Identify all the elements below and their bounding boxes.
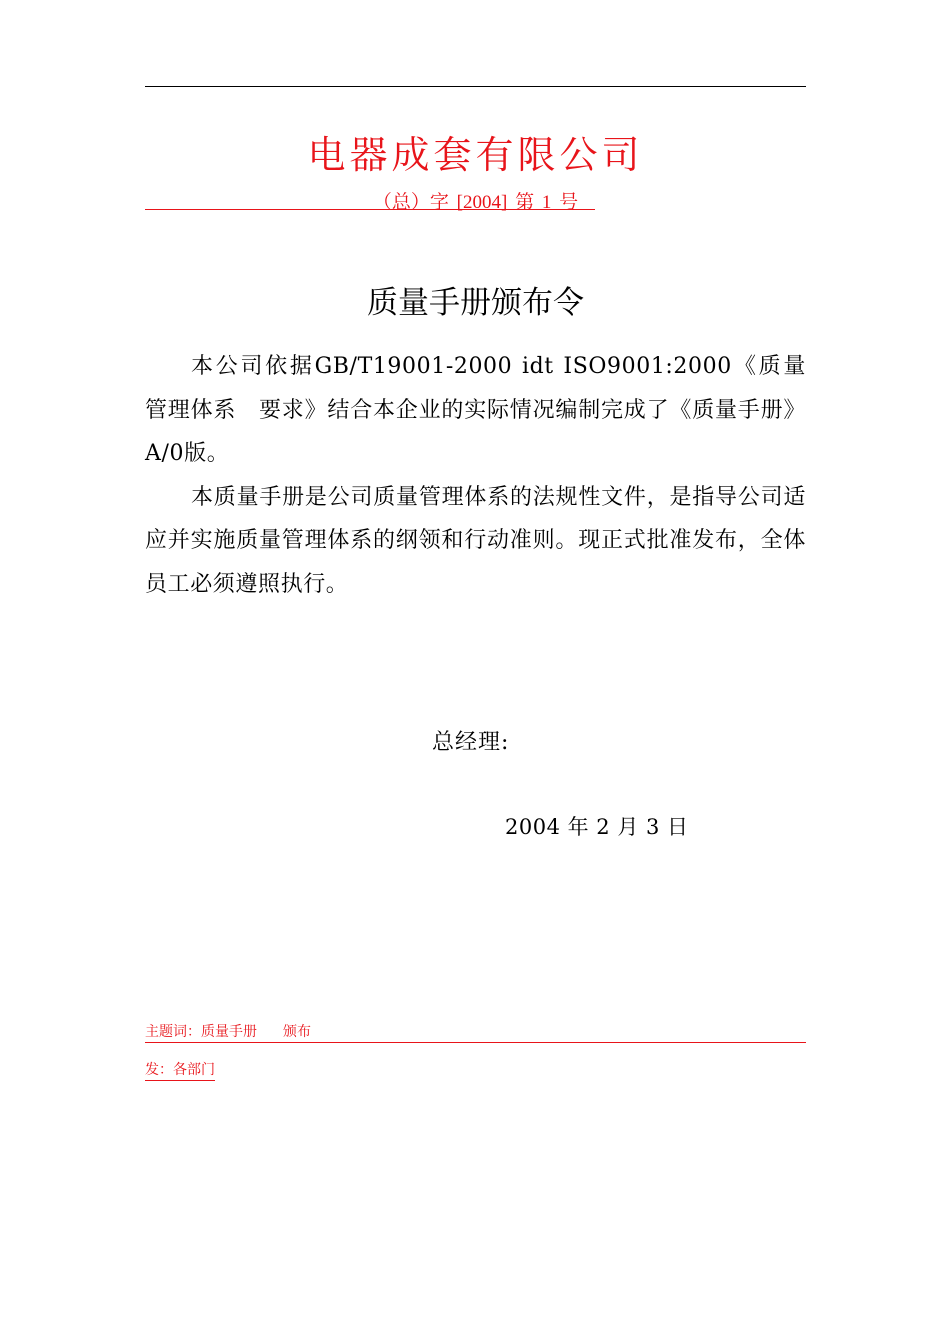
- footer-keywords: [145, 1021, 806, 1043]
- page-title: 质量手册颁布令: [367, 284, 584, 321]
- signer-label: 总经理:: [432, 730, 510, 755]
- top-divider: [145, 86, 806, 87]
- company-name: 电器成套有限公司: [307, 133, 644, 177]
- red-divider: [145, 209, 595, 210]
- issue-date: 2004 年 2 月 3 日: [505, 815, 689, 839]
- body-paragraph-1: 本公司依据GB/T19001-2000 idt ISO9001:2000《质量管理体系 要求》结合本企业的实际情况编制完成了《质量手册》A/0版。: [145, 354, 806, 466]
- body-paragraph-2: 本质量手册是公司质量管理体系的法规性文件，是指导公司适应并实施质量管理体系的纲领和行动准则。现正式批准发布，全体员工必须遵照执行。: [145, 484, 806, 597]
- document-body: [145, 345, 806, 606]
- keywords-extra: 颁布: [283, 1024, 311, 1040]
- keywords-label: 主题词：质量手册: [145, 1024, 257, 1040]
- document-number: （总）字 [2004] 第 1 号: [372, 192, 579, 213]
- footer-distribution: 发：各部门: [145, 1059, 215, 1081]
